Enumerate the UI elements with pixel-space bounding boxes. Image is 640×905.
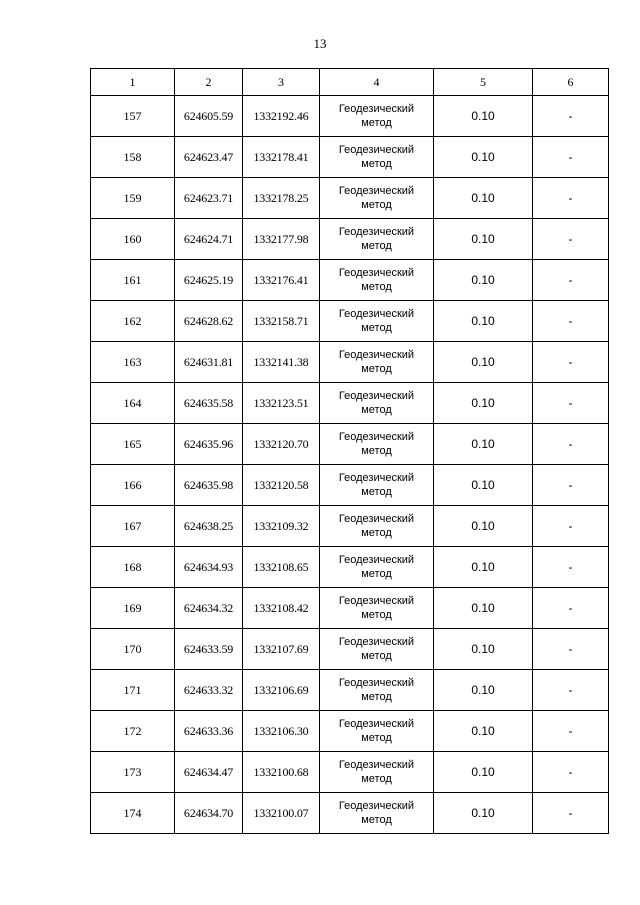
point-number-cell: 163 <box>91 342 175 383</box>
table-row <box>91 301 609 342</box>
table-row <box>91 342 609 383</box>
header-row <box>91 69 609 96</box>
y-coordinate-cell: 1332176.41 <box>243 260 320 301</box>
x-coordinate-cell: 624635.58 <box>175 383 243 424</box>
method-cell <box>320 96 434 137</box>
note-cell: - <box>533 219 609 260</box>
method-line-2: метод <box>361 609 392 621</box>
method-line-2: метод <box>361 281 392 293</box>
x-coordinate-cell: 624631.81 <box>175 342 243 383</box>
point-number-cell: 160 <box>91 219 175 260</box>
accuracy-cell: 0.10 <box>434 629 533 670</box>
x-coordinate-cell: 624634.70 <box>175 793 243 834</box>
y-coordinate-cell: 1332178.41 <box>243 137 320 178</box>
method-cell <box>320 629 434 670</box>
x-coordinate-cell: 624638.25 <box>175 506 243 547</box>
table-row <box>91 793 609 834</box>
note-cell: - <box>533 383 609 424</box>
note-cell: - <box>533 752 609 793</box>
y-coordinate-cell: 1332120.70 <box>243 424 320 465</box>
method-cell <box>320 547 434 588</box>
accuracy-cell: 0.10 <box>434 506 533 547</box>
method-line-1: Геодезический <box>338 718 415 730</box>
point-number-cell: 174 <box>91 793 175 834</box>
y-coordinate-cell: 1332100.68 <box>243 752 320 793</box>
note-cell: - <box>533 342 609 383</box>
method-line-2: метод <box>361 486 392 498</box>
x-coordinate-cell: 624633.36 <box>175 711 243 752</box>
method-line-2: метод <box>361 404 392 416</box>
y-coordinate-cell: 1332107.69 <box>243 629 320 670</box>
coordinates-table <box>90 68 609 834</box>
x-coordinate-cell: 624623.47 <box>175 137 243 178</box>
point-number-cell: 166 <box>91 465 175 506</box>
column-header-6: 6 <box>533 69 609 96</box>
x-coordinate-cell: 624634.93 <box>175 547 243 588</box>
point-number-cell: 168 <box>91 547 175 588</box>
point-number-cell: 162 <box>91 301 175 342</box>
method-line-1: Геодезический <box>338 677 415 689</box>
method-line-1: Геодезический <box>338 513 415 525</box>
method-line-2: метод <box>361 691 392 703</box>
table-row <box>91 96 609 137</box>
x-coordinate-cell: 624633.32 <box>175 670 243 711</box>
method-line-1: Геодезический <box>338 308 415 320</box>
table-row <box>91 137 609 178</box>
method-cell <box>320 752 434 793</box>
table-row <box>91 219 609 260</box>
y-coordinate-cell: 1332123.51 <box>243 383 320 424</box>
table-header <box>91 69 609 96</box>
column-header-3: 3 <box>243 69 320 96</box>
method-line-2: метод <box>361 158 392 170</box>
method-cell <box>320 260 434 301</box>
note-cell: - <box>533 301 609 342</box>
method-line-2: метод <box>361 445 392 457</box>
method-line-1: Геодезический <box>338 472 415 484</box>
method-line-1: Геодезический <box>338 554 415 566</box>
note-cell: - <box>533 793 609 834</box>
method-line-1: Геодезический <box>338 226 415 238</box>
note-cell: - <box>533 711 609 752</box>
column-header-2: 2 <box>175 69 243 96</box>
point-number-cell: 170 <box>91 629 175 670</box>
y-coordinate-cell: 1332178.25 <box>243 178 320 219</box>
note-cell: - <box>533 588 609 629</box>
table-row <box>91 178 609 219</box>
table-row <box>91 424 609 465</box>
accuracy-cell: 0.10 <box>434 793 533 834</box>
note-cell: - <box>533 137 609 178</box>
method-line-2: метод <box>361 814 392 826</box>
note-cell: - <box>533 670 609 711</box>
method-cell <box>320 670 434 711</box>
table-row <box>91 465 609 506</box>
y-coordinate-cell: 1332108.42 <box>243 588 320 629</box>
point-number-cell: 173 <box>91 752 175 793</box>
accuracy-cell: 0.10 <box>434 752 533 793</box>
note-cell: - <box>533 424 609 465</box>
y-coordinate-cell: 1332177.98 <box>243 219 320 260</box>
point-number-cell: 164 <box>91 383 175 424</box>
point-number-cell: 167 <box>91 506 175 547</box>
y-coordinate-cell: 1332108.65 <box>243 547 320 588</box>
method-cell <box>320 178 434 219</box>
y-coordinate-cell: 1332120.58 <box>243 465 320 506</box>
x-coordinate-cell: 624624.71 <box>175 219 243 260</box>
accuracy-cell: 0.10 <box>434 301 533 342</box>
method-cell <box>320 137 434 178</box>
point-number-cell: 172 <box>91 711 175 752</box>
method-line-1: Геодезический <box>338 390 415 402</box>
column-header-1: 1 <box>91 69 175 96</box>
x-coordinate-cell: 624625.19 <box>175 260 243 301</box>
x-coordinate-cell: 624635.96 <box>175 424 243 465</box>
method-line-2: метод <box>361 199 392 211</box>
accuracy-cell: 0.10 <box>434 670 533 711</box>
accuracy-cell: 0.10 <box>434 219 533 260</box>
method-line-1: Геодезический <box>338 431 415 443</box>
column-header-4: 4 <box>320 69 434 96</box>
accuracy-cell: 0.10 <box>434 711 533 752</box>
note-cell: - <box>533 506 609 547</box>
y-coordinate-cell: 1332106.30 <box>243 711 320 752</box>
point-number-cell: 161 <box>91 260 175 301</box>
y-coordinate-cell: 1332141.38 <box>243 342 320 383</box>
table-row <box>91 670 609 711</box>
point-number-cell: 158 <box>91 137 175 178</box>
accuracy-cell: 0.10 <box>434 260 533 301</box>
table-row <box>91 260 609 301</box>
method-line-1: Геодезический <box>338 267 415 279</box>
note-cell: - <box>533 465 609 506</box>
method-cell <box>320 383 434 424</box>
method-line-1: Геодезический <box>338 103 415 115</box>
table-row <box>91 506 609 547</box>
method-line-1: Геодезический <box>338 349 415 361</box>
note-cell: - <box>533 178 609 219</box>
method-line-1: Геодезический <box>338 759 415 771</box>
accuracy-cell: 0.10 <box>434 96 533 137</box>
method-cell <box>320 711 434 752</box>
y-coordinate-cell: 1332106.69 <box>243 670 320 711</box>
accuracy-cell: 0.10 <box>434 342 533 383</box>
method-line-1: Геодезический <box>338 595 415 607</box>
y-coordinate-cell: 1332100.07 <box>243 793 320 834</box>
method-line-2: метод <box>361 732 392 744</box>
method-line-2: метод <box>361 240 392 252</box>
method-cell <box>320 465 434 506</box>
accuracy-cell: 0.10 <box>434 588 533 629</box>
point-number-cell: 171 <box>91 670 175 711</box>
method-line-1: Геодезический <box>338 636 415 648</box>
y-coordinate-cell: 1332192.46 <box>243 96 320 137</box>
x-coordinate-cell: 624628.62 <box>175 301 243 342</box>
method-cell <box>320 301 434 342</box>
method-cell <box>320 506 434 547</box>
table-row <box>91 383 609 424</box>
method-line-1: Геодезический <box>338 144 415 156</box>
method-line-2: метод <box>361 117 392 129</box>
method-cell <box>320 588 434 629</box>
y-coordinate-cell: 1332158.71 <box>243 301 320 342</box>
accuracy-cell: 0.10 <box>434 547 533 588</box>
method-cell <box>320 424 434 465</box>
table-row <box>91 711 609 752</box>
method-cell <box>320 793 434 834</box>
note-cell: - <box>533 260 609 301</box>
method-cell <box>320 219 434 260</box>
method-line-1: Геодезический <box>338 185 415 197</box>
note-cell: - <box>533 547 609 588</box>
point-number-cell: 165 <box>91 424 175 465</box>
x-coordinate-cell: 624634.47 <box>175 752 243 793</box>
point-number-cell: 157 <box>91 96 175 137</box>
column-header-5: 5 <box>434 69 533 96</box>
y-coordinate-cell: 1332109.32 <box>243 506 320 547</box>
method-line-2: метод <box>361 568 392 580</box>
table-row <box>91 629 609 670</box>
page-number: 13 <box>313 36 327 51</box>
x-coordinate-cell: 624634.32 <box>175 588 243 629</box>
method-line-2: метод <box>361 650 392 662</box>
point-number-cell: 159 <box>91 178 175 219</box>
table-row <box>91 547 609 588</box>
point-number-cell: 169 <box>91 588 175 629</box>
x-coordinate-cell: 624633.59 <box>175 629 243 670</box>
x-coordinate-cell: 624623.71 <box>175 178 243 219</box>
method-line-2: метод <box>361 363 392 375</box>
method-cell <box>320 342 434 383</box>
table-row <box>91 588 609 629</box>
x-coordinate-cell: 624635.98 <box>175 465 243 506</box>
accuracy-cell: 0.10 <box>434 137 533 178</box>
method-line-2: метод <box>361 773 392 785</box>
accuracy-cell: 0.10 <box>434 178 533 219</box>
table-row <box>91 752 609 793</box>
note-cell: - <box>533 629 609 670</box>
table-body <box>91 96 609 834</box>
method-line-2: метод <box>361 322 392 334</box>
note-cell: - <box>533 96 609 137</box>
method-line-1: Геодезический <box>338 800 415 812</box>
accuracy-cell: 0.10 <box>434 465 533 506</box>
accuracy-cell: 0.10 <box>434 383 533 424</box>
method-line-2: метод <box>361 527 392 539</box>
x-coordinate-cell: 624605.59 <box>175 96 243 137</box>
accuracy-cell: 0.10 <box>434 424 533 465</box>
